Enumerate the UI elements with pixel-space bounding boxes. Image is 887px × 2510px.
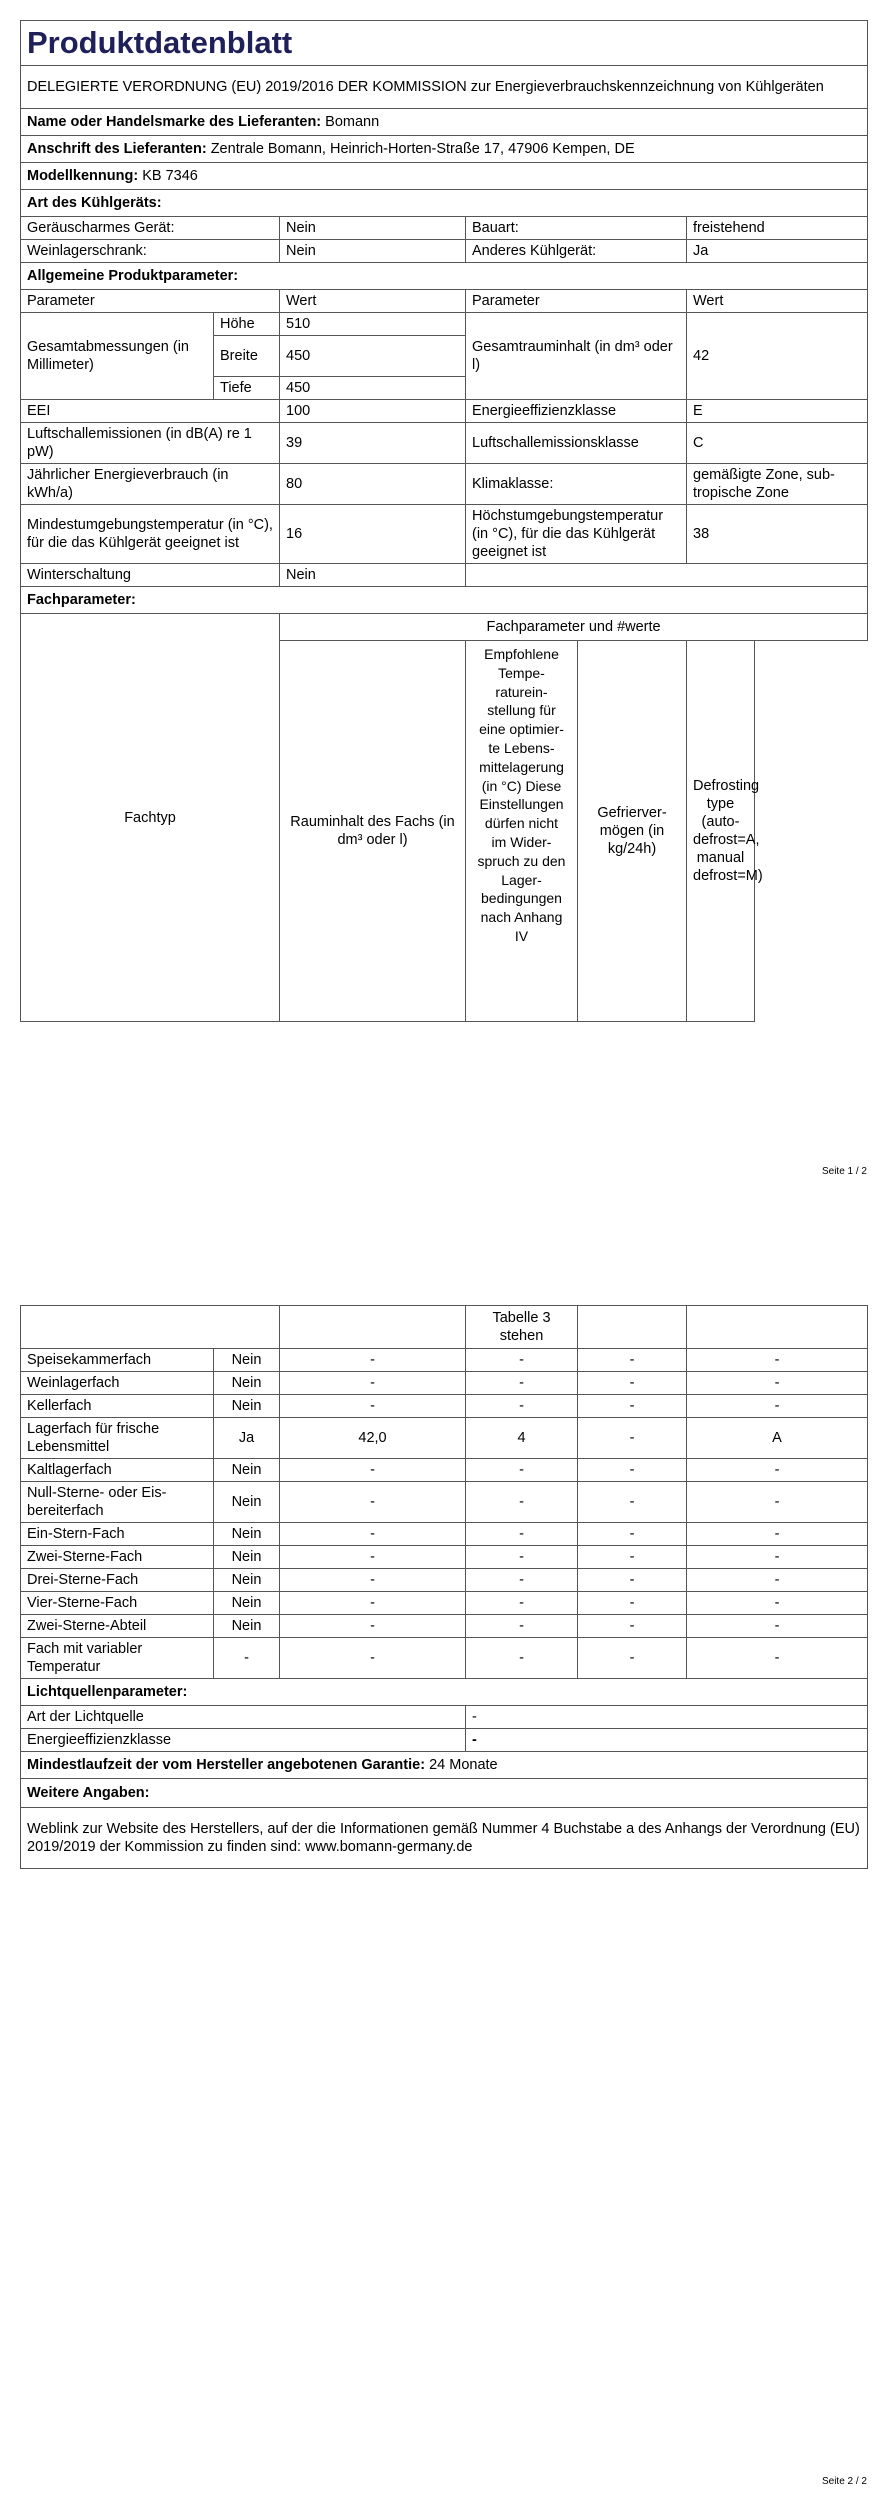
compartment-temp: - xyxy=(466,1638,578,1679)
low-noise-label: Geräuscharmes Gerät: xyxy=(21,217,280,240)
compartment-volume: 42,0 xyxy=(280,1418,466,1459)
light-source-type-value: - xyxy=(466,1706,868,1729)
compartment-name: Weinlagerfach xyxy=(21,1372,214,1395)
climate-class-value: gemäßigte Zone, subtropische Zone xyxy=(687,464,868,505)
compartment-temp: - xyxy=(466,1395,578,1418)
further-info-text: Weblink zur Website des Herstellers, auf der die Informationen gemäß Nummer 4 Buchstabe a des Anhangs der Verordnung (EU) 2019/2019 der Kommission zu finden sind: xyxy=(27,1821,860,1855)
annual-energy-value: 80 xyxy=(280,464,466,505)
general-parameters-heading: Allgemeine Produktparameter: xyxy=(21,263,868,290)
manufacturer-website-link[interactable]: www.bomann-germany.de xyxy=(305,1839,473,1855)
empty-cell xyxy=(578,1306,687,1349)
compartment-name: Kellerfach xyxy=(21,1395,214,1418)
compartment-temp: - xyxy=(466,1372,578,1395)
supplier-address-value: Zentrale Bomann, Heinrich-Horten-Straße 17, 47906 Kempen, DE xyxy=(210,141,635,157)
min-temp-value: 16 xyxy=(280,505,466,564)
compartment-row xyxy=(21,1592,868,1615)
compartment-name: Ein-Stern-Fach xyxy=(21,1523,214,1546)
compartment-temp: 4 xyxy=(466,1418,578,1459)
compartment-row xyxy=(21,1482,868,1523)
max-temp-value: 38 xyxy=(687,505,868,564)
compartment-defrost: A xyxy=(687,1418,868,1459)
dimensions-label: Gesamtabmessungen (in Millimeter) xyxy=(21,313,214,400)
compartment-freezing: - xyxy=(578,1395,687,1418)
compartment-present: Nein xyxy=(214,1592,280,1615)
compartment-present: Nein xyxy=(214,1395,280,1418)
total-volume-label: Gesamtrauminhalt (in dm³ oder l) xyxy=(466,313,687,400)
compartment-volume: - xyxy=(280,1349,466,1372)
compartment-volume: - xyxy=(280,1459,466,1482)
compartment-freezing: - xyxy=(578,1349,687,1372)
empty-cell xyxy=(21,1306,280,1349)
compartment-present: Ja xyxy=(214,1418,280,1459)
datasheet-table-page-2 xyxy=(20,1305,868,1869)
compartment-temp: - xyxy=(466,1615,578,1638)
empty-cell xyxy=(280,1306,466,1349)
datasheet-table-page-1 xyxy=(20,20,868,1022)
compartment-table-body xyxy=(21,1306,868,1679)
compartment-row xyxy=(21,1569,868,1592)
compartment-parameters-heading: Fachparameter: xyxy=(21,587,868,614)
compartment-freezing: - xyxy=(578,1372,687,1395)
compartment-defrost: - xyxy=(687,1349,868,1372)
empty-cell xyxy=(466,564,868,587)
compartment-row xyxy=(21,1372,868,1395)
compartment-name: Zwei-Sterne-Abteil xyxy=(21,1615,214,1638)
defrost-type-header: Defrosting type (auto-defrost=A, manual defrost=M) xyxy=(687,641,755,1022)
compartment-defrost: - xyxy=(687,1372,868,1395)
depth-value: 450 xyxy=(280,377,466,400)
winter-switch-value: Nein xyxy=(280,564,466,587)
total-volume-value: 42 xyxy=(687,313,868,400)
compartment-volume: - xyxy=(280,1482,466,1523)
compartment-freezing: - xyxy=(578,1459,687,1482)
compartment-name: Speisekammerfach xyxy=(21,1349,214,1372)
warranty-row xyxy=(21,1752,868,1779)
supplier-address-label: Anschrift des Lieferanten: xyxy=(27,141,207,157)
width-value: 450 xyxy=(280,336,466,377)
compartment-temp: - xyxy=(466,1459,578,1482)
compartment-row xyxy=(21,1615,868,1638)
supplier-address-row xyxy=(21,136,868,163)
compartment-freezing: - xyxy=(578,1569,687,1592)
empty-cell xyxy=(687,1306,868,1349)
compartment-volume-header: Rauminhalt des Fachs (in dm³ oder l) xyxy=(280,641,466,1022)
compartment-freezing: - xyxy=(578,1418,687,1459)
compartment-volume: - xyxy=(280,1523,466,1546)
compartment-temp: - xyxy=(466,1592,578,1615)
compartment-volume: - xyxy=(280,1569,466,1592)
compartment-row xyxy=(21,1546,868,1569)
compartment-defrost: - xyxy=(687,1482,868,1523)
low-noise-value: Nein xyxy=(280,217,466,240)
noise-emission-value: 39 xyxy=(280,423,466,464)
min-temp-label: Mindestumgebungstemperatur (in °C), für die das Kühlgerät geeignet ist xyxy=(21,505,280,564)
page-1 xyxy=(20,20,867,1022)
winter-switch-label: Winterschaltung xyxy=(21,564,280,587)
compartment-name: Kaltlagerfach xyxy=(21,1459,214,1482)
recommended-temp-header-cont: Tabelle 3 stehen xyxy=(466,1306,578,1349)
light-source-type-label: Art der Lichtquelle xyxy=(21,1706,466,1729)
other-appliance-label: Anderes Kühlgerät: xyxy=(466,240,687,263)
compartment-temp: - xyxy=(466,1349,578,1372)
compartment-name: Lagerfach für frische Lebensmittel xyxy=(21,1418,214,1459)
warranty-value: 24 Monate xyxy=(429,1757,498,1773)
compartment-defrost: - xyxy=(687,1569,868,1592)
recommended-temp-header: Empfohlene Temperatureinstellung für eine optimierte Lebensmittelagerung (in °C) Diese Einstellungen dürfen nicht im Widerspruch zu den Lagerbedingungen nach Anhang IV xyxy=(466,641,578,1022)
page-number-2: Seite 2 / 2 xyxy=(821,2476,867,2487)
model-label: Modellkennung: xyxy=(27,168,139,184)
compartment-present: Nein xyxy=(214,1523,280,1546)
compartment-present: Nein xyxy=(214,1459,280,1482)
compartment-row xyxy=(21,1459,868,1482)
page-number-1: Seite 1 / 2 xyxy=(821,1166,867,1177)
light-energy-class-value: - xyxy=(466,1729,868,1752)
compartment-freezing: - xyxy=(578,1482,687,1523)
page-title: Produktdatenblatt xyxy=(21,21,868,66)
light-energy-class-label: Energieeffizienzklasse xyxy=(21,1729,466,1752)
further-info-text-cell xyxy=(21,1808,868,1869)
design-value: freistehend xyxy=(687,217,868,240)
annual-energy-label: Jährlicher Energieverbrauch (in kWh/a) xyxy=(21,464,280,505)
col-header-value-2: Wert xyxy=(687,290,868,313)
depth-label: Tiefe xyxy=(214,377,280,400)
compartment-defrost: - xyxy=(687,1523,868,1546)
compartment-volume: - xyxy=(280,1372,466,1395)
wine-cabinet-label: Weinlagerschrank: xyxy=(21,240,280,263)
compartment-defrost: - xyxy=(687,1395,868,1418)
compartment-defrost: - xyxy=(687,1638,868,1679)
wine-cabinet-value: Nein xyxy=(280,240,466,263)
design-label: Bauart: xyxy=(466,217,687,240)
compartment-present: Nein xyxy=(214,1615,280,1638)
regulation-text: DELEGIERTE VERORDNUNG (EU) 2019/2016 DER KOMMISSION zur Energieverbrauchskennzeichnung von Kühlgeräten xyxy=(21,66,868,109)
compartment-defrost: - xyxy=(687,1459,868,1482)
compartment-volume: - xyxy=(280,1395,466,1418)
compartment-temp: - xyxy=(466,1523,578,1546)
compartment-present: - xyxy=(214,1638,280,1679)
compartment-temp: - xyxy=(466,1546,578,1569)
compartment-present: Nein xyxy=(214,1482,280,1523)
col-header-value: Wert xyxy=(280,290,466,313)
compartment-freezing: - xyxy=(578,1615,687,1638)
noise-class-label: Luftschallemissionsklasse xyxy=(466,423,687,464)
model-row xyxy=(21,163,868,190)
compartment-present: Nein xyxy=(214,1372,280,1395)
compartment-name: Drei-Sterne-Fach xyxy=(21,1569,214,1592)
eei-value: 100 xyxy=(280,400,466,423)
compartment-freezing: - xyxy=(578,1638,687,1679)
noise-class-value: C xyxy=(687,423,868,464)
appliance-type-heading: Art des Kühlgeräts: xyxy=(21,190,868,217)
compartment-name: Zwei-Sterne-Fach xyxy=(21,1546,214,1569)
other-appliance-value: Ja xyxy=(687,240,868,263)
compartment-row xyxy=(21,1638,868,1679)
compartment-present: Nein xyxy=(214,1546,280,1569)
supplier-name-row xyxy=(21,109,868,136)
col-header-parameter: Parameter xyxy=(21,290,280,313)
eei-label: EEI xyxy=(21,400,280,423)
compartment-temp: - xyxy=(466,1569,578,1592)
climate-class-label: Klimaklasse: xyxy=(466,464,687,505)
further-info-heading: Weitere Angaben: xyxy=(21,1779,868,1808)
compartment-row xyxy=(21,1418,868,1459)
compartment-volume: - xyxy=(280,1592,466,1615)
compartment-volume: - xyxy=(280,1546,466,1569)
max-temp-label: Höchstumgebungstemperatur (in °C), für die das Kühlgerät geeignet ist xyxy=(466,505,687,564)
compartment-row xyxy=(21,1395,868,1418)
compartment-temp: - xyxy=(466,1482,578,1523)
compartment-group-header: Fachparameter und #werte xyxy=(280,614,868,641)
supplier-name-value: Bomann xyxy=(325,114,380,130)
col-header-parameter-2: Parameter xyxy=(466,290,687,313)
light-source-heading: Lichtquellenparameter: xyxy=(21,1679,868,1706)
compartment-row xyxy=(21,1349,868,1372)
compartment-name: Null-Sterne- oder Eisbereiterfach xyxy=(21,1482,214,1523)
freezing-capacity-header: Gefriervermögen (in kg/24h) xyxy=(578,641,687,1022)
compartment-freezing: - xyxy=(578,1592,687,1615)
energy-class-value: E xyxy=(687,400,868,423)
compartment-freezing: - xyxy=(578,1546,687,1569)
noise-emission-label: Luftschallemissionen (in dB(A) re 1 pW) xyxy=(21,423,280,464)
compartment-defrost: - xyxy=(687,1592,868,1615)
height-label: Höhe xyxy=(214,313,280,336)
supplier-name-label: Name oder Handelsmarke des Lieferanten: xyxy=(27,114,322,130)
warranty-label: Mindestlaufzeit der vom Hersteller angebotenen Garantie: xyxy=(27,1757,426,1773)
compartment-name: Vier-Sterne-Fach xyxy=(21,1592,214,1615)
compartment-volume: - xyxy=(280,1638,466,1679)
compartment-row xyxy=(21,1523,868,1546)
energy-class-label: Energieeffizienzklasse xyxy=(466,400,687,423)
height-value: 510 xyxy=(280,313,466,336)
compartment-volume: - xyxy=(280,1615,466,1638)
compartment-defrost: - xyxy=(687,1615,868,1638)
compartment-freezing: - xyxy=(578,1523,687,1546)
compartment-type-header: Fachtyp xyxy=(21,614,280,1022)
page-2 xyxy=(20,1305,867,1869)
compartment-present: Nein xyxy=(214,1569,280,1592)
width-label: Breite xyxy=(214,336,280,377)
compartment-name: Fach mit variabler Temperatur xyxy=(21,1638,214,1679)
compartment-present: Nein xyxy=(214,1349,280,1372)
compartment-defrost: - xyxy=(687,1546,868,1569)
model-value: KB 7346 xyxy=(142,168,198,184)
